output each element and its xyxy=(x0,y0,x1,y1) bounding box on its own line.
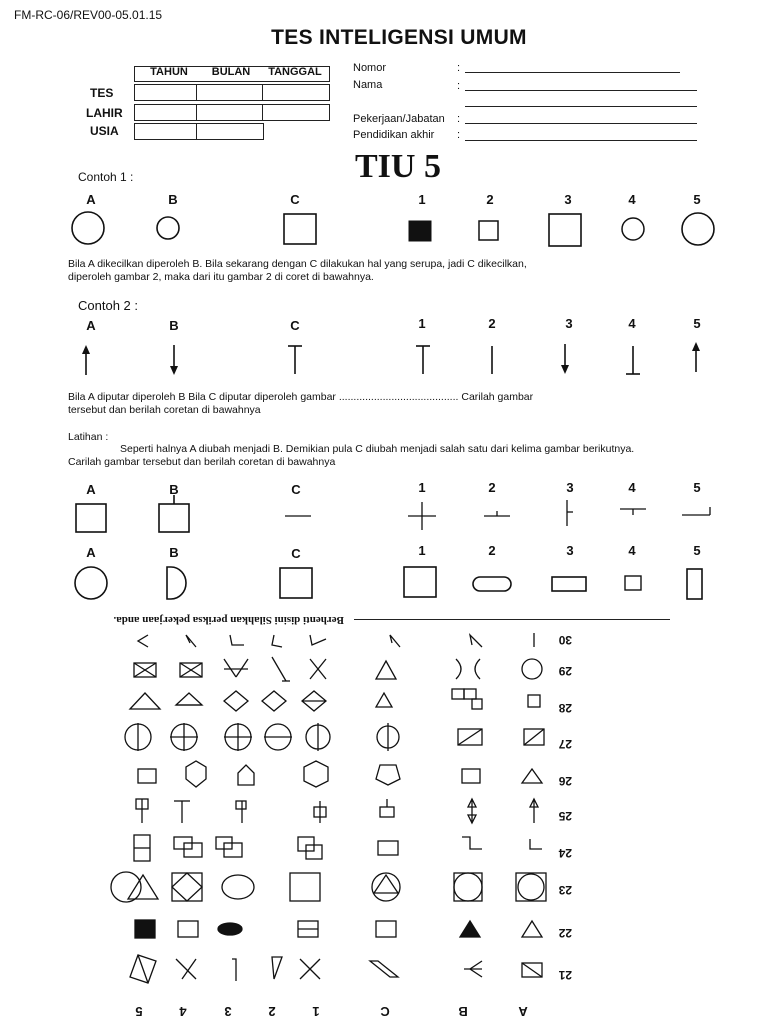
col-letter-4: 4 xyxy=(179,1004,187,1019)
ex1-option-4[interactable] xyxy=(620,217,648,245)
pr1-letter-2: 2 xyxy=(488,480,496,495)
pr1-option-4[interactable] xyxy=(618,505,648,519)
pr2-letter-c: C xyxy=(291,546,301,561)
col-letter-2: 2 xyxy=(268,1004,276,1019)
question-number-26: 26 xyxy=(558,774,572,788)
row-label-age: USIA xyxy=(90,124,119,138)
ex2-option-3[interactable] xyxy=(559,344,571,376)
ex1-figure-c xyxy=(282,212,322,248)
question-figure-grid xyxy=(108,629,548,999)
pr2-letter-1: 1 xyxy=(418,543,426,558)
ex2-option-5[interactable] xyxy=(690,342,702,374)
pr1-figure-a xyxy=(74,500,110,536)
ex2-option-1[interactable] xyxy=(414,344,432,376)
pr1-letter-5: 5 xyxy=(693,480,701,495)
q24-figures xyxy=(134,835,542,861)
pr2-letter-3: 3 xyxy=(566,543,574,558)
pr2-letter-2: 2 xyxy=(488,543,496,558)
pr1-option-3[interactable] xyxy=(562,498,576,528)
ex1-figure-a xyxy=(70,210,110,246)
col-header-year: TAHUN xyxy=(150,66,188,78)
question-number-29: 29 xyxy=(558,664,572,678)
number-field[interactable] xyxy=(465,72,680,73)
info-label-occupation: Pekerjaan/Jabatan xyxy=(353,113,445,125)
education-field[interactable] xyxy=(465,140,697,141)
info-label-education: Pendidikan akhir xyxy=(353,129,435,141)
ex2-letter-5: 5 xyxy=(693,316,701,331)
q22-figures xyxy=(135,920,542,938)
info-label-number: Nomor xyxy=(353,62,387,74)
q25-figures xyxy=(136,799,538,823)
upside-down-question-section xyxy=(0,605,768,1024)
pr2-letter-a: A xyxy=(86,545,96,560)
pr1-letter-a: A xyxy=(86,482,96,497)
ex2-letter-c: C xyxy=(290,318,300,333)
col-letter-1: 1 xyxy=(312,1004,320,1019)
ex2-figure-a-arrow-up xyxy=(80,345,92,377)
pr2-figure-c xyxy=(278,566,318,602)
row-label-test: TES xyxy=(90,86,114,100)
question-number-23: 23 xyxy=(558,883,572,897)
q30-figures xyxy=(138,633,534,647)
ex1-option-3[interactable] xyxy=(547,212,587,250)
ex1-letter-2: 2 xyxy=(486,192,494,207)
ex2-figure-c-t-shape xyxy=(286,344,304,376)
ex1-figure-b xyxy=(155,215,185,245)
birth-month-field[interactable] xyxy=(196,104,264,121)
pr2-option-5[interactable] xyxy=(685,567,707,603)
ex1-option-1[interactable] xyxy=(408,220,436,246)
pr1-option-2[interactable] xyxy=(482,508,512,522)
test-day-field[interactable] xyxy=(262,84,330,101)
col-letter-a: A xyxy=(518,1004,528,1019)
page-title: TES INTELIGENSI UMUM xyxy=(271,26,527,49)
q28-figures xyxy=(130,689,540,711)
pr1-letter-4: 4 xyxy=(628,480,636,495)
q27-figures xyxy=(125,723,544,751)
example2-label: Contoh 2 : xyxy=(78,298,138,313)
col-header-day: TANGGAL xyxy=(268,66,322,78)
ex2-letter-b: B xyxy=(169,318,179,333)
pr2-option-4[interactable] xyxy=(623,574,645,594)
pr1-letter-b: B xyxy=(169,482,179,497)
pr2-figure-a xyxy=(73,565,111,601)
info-sep-name: : xyxy=(457,80,461,92)
pr2-option-2[interactable] xyxy=(471,575,515,595)
ex1-letter-4: 4 xyxy=(628,192,636,207)
q23-figures xyxy=(111,872,546,902)
pr1-letter-c: C xyxy=(291,482,301,497)
example1-explanation: Bila A dikecilkan diperoleh B. Bila sekarang dengan C dilakukan hal yang serupa, jadi C dikecilkan, diperoleh gambar 2, maka dari itu gambar 2 di coret di bawahnya. xyxy=(68,258,527,283)
birth-day-field[interactable] xyxy=(262,104,330,121)
occupation-field[interactable] xyxy=(465,123,697,124)
q26-figures xyxy=(138,761,542,787)
test-year-field[interactable] xyxy=(134,84,198,101)
name-field[interactable] xyxy=(465,90,697,91)
question-number-22: 22 xyxy=(558,926,572,940)
row-label-birth: LAHIR xyxy=(86,106,123,120)
pr2-letter-b: B xyxy=(169,545,179,560)
age-year-field[interactable] xyxy=(134,123,198,140)
practice-instruction-line1: Seperti halnya A diubah menjadi B. Demikian pula C diubah menjadi salah satu dari kelima gambar berikutnya. xyxy=(120,443,635,455)
info-sep-occupation: : xyxy=(457,113,461,125)
ex1-letter-c: C xyxy=(290,192,300,207)
ex1-option-5[interactable] xyxy=(681,211,719,249)
pr1-option-1[interactable] xyxy=(406,500,438,532)
ex2-letter-a: A xyxy=(86,318,96,333)
example1-label: Contoh 1 : xyxy=(78,170,134,184)
q21-figures xyxy=(130,955,542,983)
pr2-figure-b xyxy=(165,565,189,601)
document-code: FM-RC-06/REV00-05.01.15 xyxy=(14,8,163,22)
ex1-letter-a: A xyxy=(86,192,96,207)
question-number-27: 27 xyxy=(558,737,572,751)
subtest-title: TIU 5 xyxy=(355,148,441,185)
col-letter-3: 3 xyxy=(224,1004,232,1019)
pr1-figure-c xyxy=(283,512,313,520)
ex1-letter-b: B xyxy=(168,192,178,207)
example2-explanation-line1: Bila A diputar diperoleh B Bila C diputar diperoleh gambar ......................................... Carilah gambar xyxy=(68,391,534,403)
pr1-figure-b xyxy=(157,494,193,536)
practice-label: Latihan : xyxy=(68,431,109,443)
pr2-letter-4: 4 xyxy=(628,543,636,558)
question-number-24: 24 xyxy=(558,846,572,860)
col-letter-b: B xyxy=(458,1004,468,1019)
date-table xyxy=(82,64,332,144)
question-number-25: 25 xyxy=(558,809,572,823)
question-number-28: 28 xyxy=(558,701,572,715)
question-number-21: 21 xyxy=(558,968,572,982)
info-label-name: Nama xyxy=(353,79,383,91)
ex2-letter-1: 1 xyxy=(418,316,426,331)
birth-year-field[interactable] xyxy=(134,104,198,121)
pr1-option-5[interactable] xyxy=(680,505,712,519)
ex2-letter-2: 2 xyxy=(488,316,496,331)
practice-instruction-line2: Carilah gambar tersebut dan berilah coretan di bawahnya xyxy=(68,456,336,468)
example2-explanation-line2: tersebut dan berilah coretan di bawahnya xyxy=(68,404,261,416)
header-box xyxy=(134,66,330,82)
ex2-option-2[interactable] xyxy=(488,344,496,376)
q29-figures xyxy=(134,657,542,681)
pr2-option-1[interactable] xyxy=(402,565,442,601)
stop-divider-line xyxy=(354,619,670,620)
question-number-30: 30 xyxy=(558,633,572,647)
ex2-letter-4: 4 xyxy=(628,316,636,331)
ex2-option-4[interactable] xyxy=(624,344,642,376)
test-month-field[interactable] xyxy=(196,84,264,101)
pr2-letter-5: 5 xyxy=(693,543,701,558)
ex1-letter-5: 5 xyxy=(693,192,701,207)
ex1-letter-1: 1 xyxy=(418,192,426,207)
col-header-month: BULAN xyxy=(211,66,251,78)
info-sep-education: : xyxy=(457,129,461,141)
ex1-option-2[interactable] xyxy=(478,220,504,244)
pr1-letter-3: 3 xyxy=(566,480,574,495)
col-letter-5: 5 xyxy=(135,1004,143,1019)
pr2-option-3[interactable] xyxy=(550,575,590,595)
stop-instruction: Berhenti disini Silahkan periksa pekerjaan anda. xyxy=(113,614,344,626)
ex1-letter-3: 3 xyxy=(564,192,572,207)
pr1-letter-1: 1 xyxy=(418,480,426,495)
col-letter-c: C xyxy=(380,1004,390,1019)
age-month-field[interactable] xyxy=(196,123,264,140)
info-sep-number: : xyxy=(457,62,461,74)
name-field-line2[interactable] xyxy=(465,106,697,107)
ex2-figure-b-arrow-down xyxy=(168,345,180,377)
ex2-letter-3: 3 xyxy=(565,316,573,331)
